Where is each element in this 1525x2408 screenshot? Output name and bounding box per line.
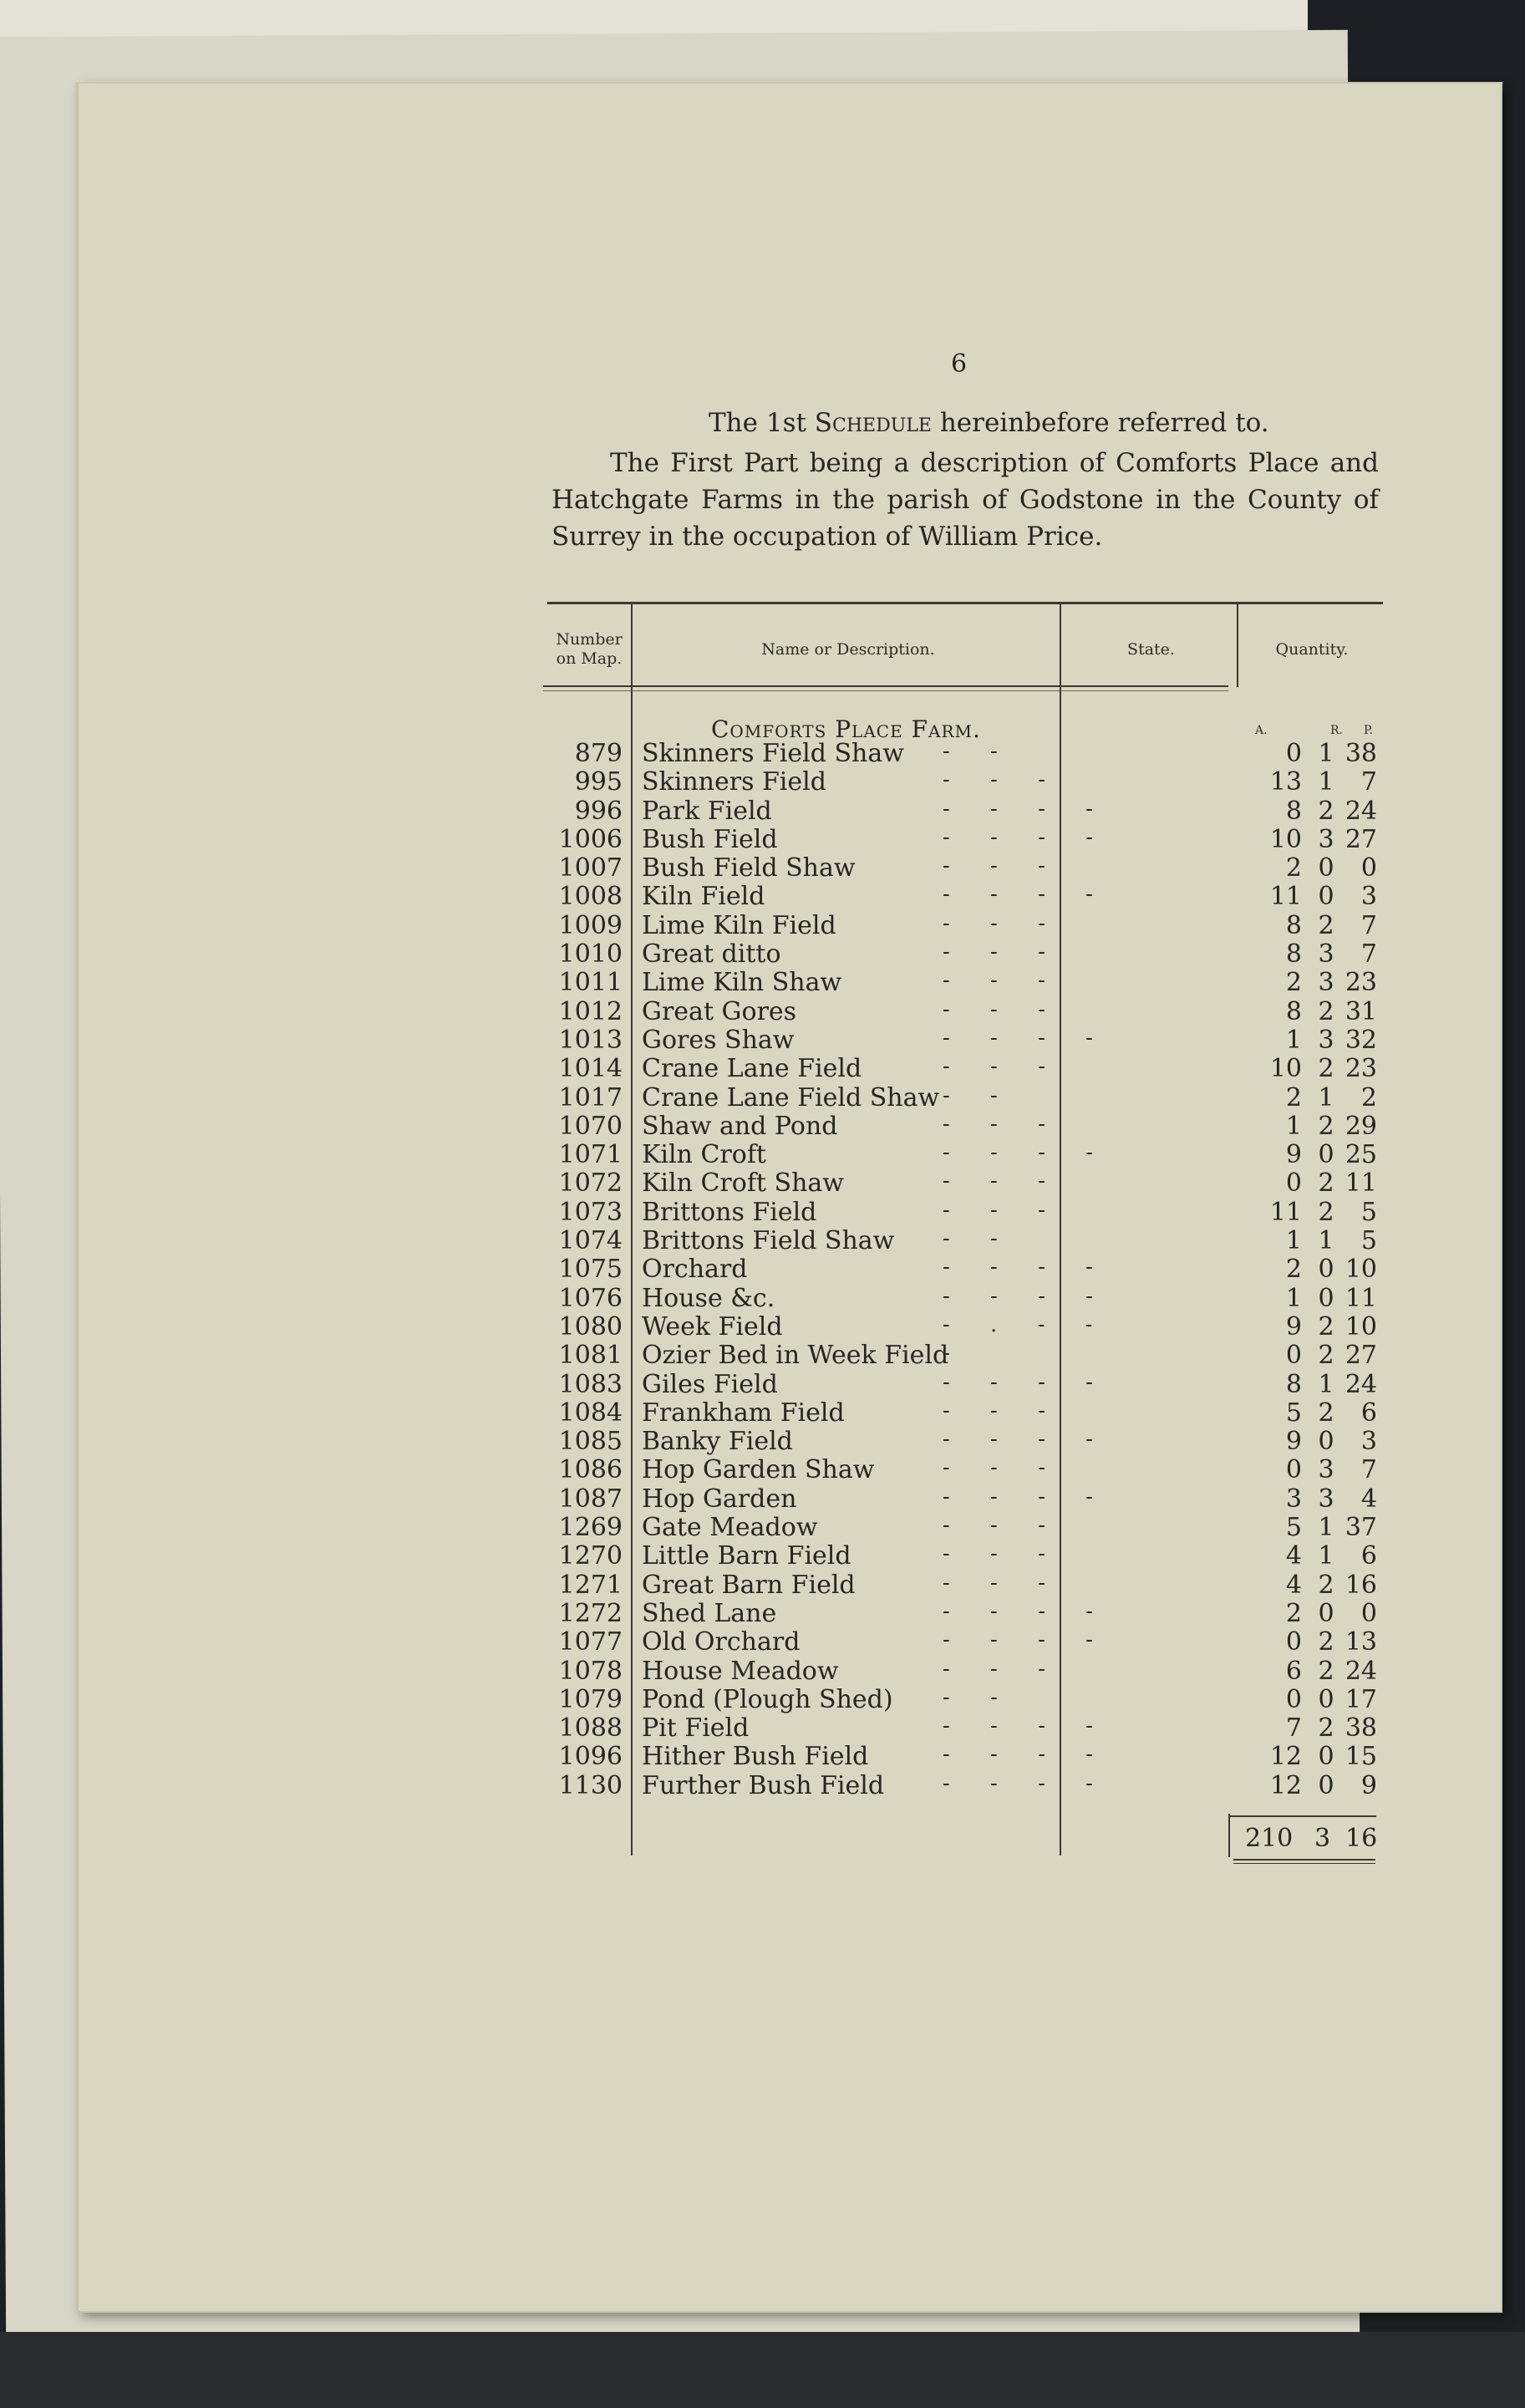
- field-name: Pond (Plough Shed): [642, 1684, 893, 1714]
- roods-value: 2: [1318, 1656, 1334, 1686]
- header-state: State.: [1127, 640, 1175, 659]
- map-number: 996: [574, 796, 623, 826]
- page-number: 6: [951, 349, 968, 379]
- acres-value: 1: [1285, 1283, 1302, 1313]
- roods-value: 3: [1318, 939, 1334, 970]
- map-number: 1010: [558, 939, 623, 970]
- field-name: Skinners Field: [642, 767, 826, 797]
- map-number: 1008: [558, 882, 623, 912]
- table-row: [543, 1026, 1387, 1054]
- acres-value: 0: [1285, 1168, 1302, 1199]
- table-row: [543, 1742, 1387, 1770]
- field-name: Further Bush Field: [642, 1770, 885, 1800]
- total-underline: [1233, 1859, 1375, 1861]
- leader-dashes: - - - -: [943, 1484, 1110, 1509]
- perches-value: 16: [1345, 1570, 1377, 1600]
- field-name: Shaw and Pond: [642, 1111, 838, 1141]
- map-number: 1012: [558, 996, 623, 1026]
- acres-value: 2: [1285, 1598, 1302, 1628]
- table-row: [543, 1112, 1387, 1140]
- map-number: 1081: [558, 1341, 623, 1371]
- roods-value: 2: [1318, 1570, 1334, 1600]
- acres-value: 11: [1269, 1197, 1302, 1227]
- acres-value: 10: [1269, 1054, 1302, 1084]
- leader-dashes: - - - -: [943, 824, 1110, 850]
- header-rule-thin: [543, 690, 1228, 691]
- acres-value: 1: [1285, 1226, 1302, 1256]
- field-name: Lime Kiln Field: [642, 910, 836, 940]
- map-number: 1088: [558, 1713, 623, 1744]
- leader-dashes: - . - -: [943, 1311, 1110, 1337]
- table-row: [543, 1713, 1387, 1742]
- leader-dashes: - - - -: [943, 1140, 1110, 1166]
- header-rule: [543, 685, 1228, 687]
- roods-value: 2: [1318, 1197, 1334, 1227]
- table-row: [543, 853, 1387, 882]
- map-number: 1078: [558, 1656, 623, 1686]
- roods-value: 0: [1318, 1684, 1334, 1714]
- header-number-on-map: Number on Map.: [556, 630, 623, 668]
- field-name: Great ditto: [642, 939, 781, 970]
- table-row: [543, 1255, 1387, 1283]
- roods-value: 1: [1318, 739, 1334, 768]
- leader-dashes: - - - -: [943, 1255, 1110, 1280]
- schedule-table-body: [543, 739, 1387, 1800]
- map-number: 1075: [558, 1255, 623, 1285]
- table-row: [543, 797, 1387, 825]
- acres-value: 12: [1269, 1742, 1302, 1772]
- roods-value: 1: [1318, 767, 1334, 797]
- acres-value: 9: [1285, 1311, 1302, 1341]
- map-number: 1076: [558, 1283, 623, 1313]
- table-row: [543, 1427, 1387, 1455]
- acres-value: 4: [1285, 1541, 1302, 1571]
- field-name: House &c.: [642, 1283, 775, 1313]
- perches-value: 10: [1345, 1255, 1377, 1285]
- perches-value: 11: [1345, 1168, 1377, 1199]
- leader-dashes: - - -: [943, 1054, 1062, 1080]
- leader-dashes: - -: [943, 1684, 1014, 1710]
- unit-perches: P.: [1364, 724, 1374, 737]
- perches-value: 27: [1345, 1341, 1377, 1371]
- background-band: [0, 2332, 1525, 2408]
- total-underline-thin: [1233, 1863, 1375, 1864]
- acres-value: 9: [1285, 1140, 1302, 1170]
- table-row: [543, 1541, 1387, 1570]
- acres-value: 7: [1285, 1713, 1302, 1744]
- map-number: 1017: [558, 1082, 623, 1112]
- roods-value: 2: [1318, 910, 1334, 940]
- leader-dashes: - - -: [943, 853, 1062, 879]
- perches-value: 38: [1345, 739, 1377, 768]
- intro-paragraph: The First Part being a description of Comforts Place and Hatchgate Farms in the parish of Godstone in the County of Surrey in the occupation of William Price.: [552, 448, 1379, 552]
- roods-value: 2: [1318, 1111, 1334, 1141]
- schedule-heading: [709, 408, 1269, 438]
- map-number: 1096: [558, 1742, 623, 1772]
- acres-value: 8: [1285, 996, 1302, 1026]
- field-name: Orchard: [642, 1255, 748, 1285]
- table-row: [543, 1398, 1387, 1427]
- map-number: 1079: [558, 1684, 623, 1714]
- map-number: 1014: [558, 1054, 623, 1084]
- map-number: 1009: [558, 910, 623, 940]
- acres-value: 1: [1285, 1111, 1302, 1141]
- perches-value: 17: [1345, 1684, 1377, 1714]
- header-name-description: Name or Description.: [761, 640, 935, 659]
- field-name: Brittons Field: [642, 1197, 817, 1227]
- field-name: Ozier Bed in Week Field: [642, 1341, 949, 1371]
- table-row: [543, 1685, 1387, 1713]
- roods-value: 2: [1318, 1168, 1334, 1199]
- roods-value: 1: [1318, 1513, 1334, 1543]
- table-row: [543, 1226, 1387, 1255]
- field-name: Kiln Croft Shaw: [642, 1168, 844, 1199]
- map-number: 1080: [558, 1311, 623, 1341]
- acres-value: 2: [1285, 853, 1302, 883]
- leader-dashes: - - -: [943, 1397, 1062, 1423]
- acres-value: 13: [1269, 767, 1302, 797]
- heading-suffix: hereinbefore referred to.: [931, 408, 1269, 438]
- acres-value: 5: [1285, 1397, 1302, 1428]
- table-row: [543, 1513, 1387, 1541]
- leader-dashes: - - - -: [943, 1025, 1110, 1051]
- leader-dashes: - - -: [943, 1513, 1062, 1539]
- field-name: Kiln Field: [642, 882, 765, 912]
- roods-value: 2: [1318, 1054, 1334, 1084]
- unit-acres: A.: [1255, 724, 1268, 737]
- acres-value: 0: [1285, 1341, 1302, 1371]
- perches-value: 11: [1345, 1283, 1377, 1313]
- leader-dashes: - - -: [943, 939, 1062, 965]
- perches-value: 23: [1345, 968, 1377, 998]
- map-number: 1271: [558, 1570, 623, 1600]
- perches-value: 23: [1345, 1054, 1377, 1084]
- map-number: 995: [574, 767, 623, 797]
- header-quantity: Quantity.: [1275, 640, 1349, 659]
- roods-value: 0: [1318, 1140, 1334, 1170]
- field-name: Crane Lane Field Shaw: [642, 1082, 940, 1112]
- acres-value: 4: [1285, 1570, 1302, 1600]
- map-number: 1006: [558, 824, 623, 854]
- perches-value: 0: [1360, 1598, 1377, 1628]
- field-name: Great Barn Field: [642, 1570, 856, 1600]
- perches-value: 5: [1360, 1226, 1377, 1256]
- total-roods: 3: [1314, 1824, 1331, 1853]
- acres-value: 2: [1285, 968, 1302, 998]
- map-number: 1087: [558, 1484, 623, 1514]
- leader-dashes: -: [943, 1341, 967, 1367]
- acres-value: 10: [1269, 824, 1302, 854]
- roods-value: 0: [1318, 1742, 1334, 1772]
- leader-dashes: - - - -: [943, 1598, 1110, 1624]
- field-name: Giles Field: [642, 1369, 778, 1399]
- table-row: [543, 1054, 1387, 1082]
- leader-dashes: - - - -: [943, 1627, 1110, 1653]
- leader-dashes: - - -: [943, 910, 1062, 936]
- acres-value: 5: [1285, 1513, 1302, 1543]
- field-name: Pit Field: [642, 1713, 750, 1744]
- map-number: 1272: [558, 1598, 623, 1628]
- table-row: [543, 1083, 1387, 1112]
- leader-dashes: - - - -: [943, 1369, 1110, 1395]
- field-name: House Meadow: [642, 1656, 839, 1686]
- roods-value: 0: [1318, 1255, 1334, 1285]
- section-title: Comforts Place Farm.: [711, 715, 981, 743]
- acres-value: 8: [1285, 796, 1302, 826]
- acres-value: 2: [1285, 1255, 1302, 1285]
- field-name: Kiln Croft: [642, 1140, 766, 1170]
- leader-dashes: - - -: [943, 1168, 1062, 1194]
- perches-value: 31: [1345, 996, 1377, 1026]
- perches-value: 13: [1345, 1627, 1377, 1657]
- table-row: [543, 767, 1387, 796]
- acres-value: 3: [1285, 1484, 1302, 1514]
- leader-dashes: - - -: [943, 1111, 1062, 1137]
- field-name: Park Field: [642, 796, 772, 826]
- table-row: [543, 1599, 1387, 1627]
- table-row: [543, 882, 1387, 910]
- table-row: [543, 939, 1387, 968]
- table-row: [543, 739, 1387, 767]
- roods-value: 2: [1318, 996, 1334, 1026]
- unit-roods: R.: [1330, 724, 1343, 737]
- field-name: Lime Kiln Shaw: [642, 968, 842, 998]
- map-number: 1270: [558, 1541, 623, 1571]
- field-name: Great Gores: [642, 996, 797, 1026]
- map-number: 1077: [558, 1627, 623, 1657]
- map-number: 1269: [558, 1513, 623, 1543]
- perches-value: 24: [1345, 796, 1377, 826]
- leader-dashes: - - -: [943, 1656, 1062, 1682]
- leader-dashes: - - - -: [943, 1283, 1110, 1309]
- roods-value: 0: [1318, 1598, 1334, 1628]
- map-number: 1007: [558, 853, 623, 883]
- field-name: Skinners Field Shaw: [642, 739, 904, 768]
- roods-value: 0: [1318, 1283, 1334, 1313]
- acres-value: 1: [1285, 1025, 1302, 1055]
- total-perches: 16: [1345, 1824, 1378, 1853]
- roods-value: 1: [1318, 1369, 1334, 1399]
- leader-dashes: - -: [943, 1226, 1014, 1252]
- table-top-rule: [547, 602, 1383, 604]
- field-name: Old Orchard: [642, 1627, 801, 1657]
- map-number: 1073: [558, 1197, 623, 1227]
- table-row: [543, 1657, 1387, 1685]
- table-row: [543, 1312, 1387, 1341]
- table-row: [543, 825, 1387, 853]
- leader-dashes: - - -: [943, 968, 1062, 994]
- map-number: 1071: [558, 1140, 623, 1170]
- perches-value: 3: [1360, 1427, 1377, 1457]
- table-row: [543, 1140, 1387, 1168]
- perches-value: 29: [1345, 1111, 1377, 1141]
- perches-value: 25: [1345, 1140, 1377, 1170]
- perches-value: 6: [1360, 1541, 1377, 1571]
- leader-dashes: - - -: [943, 996, 1062, 1022]
- roods-value: 0: [1318, 853, 1334, 883]
- field-name: Bush Field Shaw: [642, 853, 856, 883]
- table-row: [543, 1627, 1387, 1656]
- roods-value: 2: [1318, 1713, 1334, 1744]
- roods-value: 2: [1318, 1397, 1334, 1428]
- leader-dashes: - - - -: [943, 1742, 1110, 1768]
- acres-value: 0: [1285, 1627, 1302, 1657]
- perches-value: 32: [1345, 1025, 1377, 1055]
- column-divider: [1228, 1814, 1230, 1857]
- roods-value: 2: [1318, 1311, 1334, 1341]
- roods-value: 2: [1318, 1341, 1334, 1371]
- map-number: 1084: [558, 1397, 623, 1428]
- acres-value: 9: [1285, 1427, 1302, 1457]
- roods-value: 3: [1318, 1484, 1334, 1514]
- map-number: 1070: [558, 1111, 623, 1141]
- roods-value: 3: [1318, 968, 1334, 998]
- leader-dashes: - - - -: [943, 1713, 1110, 1739]
- leader-dashes: - - - -: [943, 1427, 1110, 1453]
- table-row: [543, 911, 1387, 939]
- table-row: [543, 997, 1387, 1026]
- field-name: Banky Field: [642, 1427, 793, 1457]
- perches-value: 38: [1345, 1713, 1377, 1744]
- roods-value: 1: [1318, 1082, 1334, 1112]
- map-number: 879: [574, 739, 623, 768]
- roods-value: 0: [1318, 882, 1334, 912]
- roods-value: 3: [1318, 1455, 1334, 1485]
- field-name: Brittons Field Shaw: [642, 1226, 895, 1256]
- map-number: 1011: [558, 968, 623, 998]
- acres-value: 8: [1285, 1369, 1302, 1399]
- map-number: 1072: [558, 1168, 623, 1199]
- total-acres: 210: [1245, 1824, 1294, 1853]
- field-name: Shed Lane: [642, 1598, 777, 1628]
- perches-value: 7: [1360, 1455, 1377, 1485]
- field-name: Hither Bush Field: [642, 1742, 869, 1772]
- table-row: [543, 1341, 1387, 1369]
- map-number: 1086: [558, 1455, 623, 1485]
- roods-value: 3: [1318, 1025, 1334, 1055]
- acres-value: 11: [1269, 882, 1302, 912]
- perches-value: 24: [1345, 1369, 1377, 1399]
- table-row: [543, 968, 1387, 996]
- field-name: Frankham Field: [642, 1397, 845, 1428]
- perches-value: 4: [1360, 1484, 1377, 1514]
- map-number: 1085: [558, 1427, 623, 1457]
- table-row: [543, 1484, 1387, 1513]
- column-divider: [1237, 603, 1238, 687]
- perches-value: 7: [1360, 910, 1377, 940]
- sum-rule: [1230, 1815, 1376, 1817]
- table-row: [543, 1370, 1387, 1398]
- leader-dashes: - -: [943, 739, 1014, 764]
- field-name: Hop Garden Shaw: [642, 1455, 875, 1485]
- map-number: 1130: [558, 1770, 623, 1800]
- table-row: [543, 1571, 1387, 1599]
- field-name: Gores Shaw: [642, 1025, 795, 1055]
- heading-prefix: The 1st: [709, 408, 815, 438]
- leader-dashes: - - -: [943, 1570, 1062, 1596]
- field-name: Bush Field: [642, 824, 778, 854]
- map-number: 1083: [558, 1369, 623, 1399]
- table-row: [543, 1198, 1387, 1226]
- perches-value: 0: [1360, 853, 1377, 883]
- leader-dashes: - - - -: [943, 796, 1110, 822]
- roods-value: 0: [1318, 1770, 1334, 1800]
- acres-value: 8: [1285, 910, 1302, 940]
- perches-value: 5: [1360, 1197, 1377, 1227]
- acres-value: 2: [1285, 1082, 1302, 1112]
- perches-value: 9: [1360, 1770, 1377, 1800]
- table-row: [543, 1168, 1387, 1197]
- perches-value: 24: [1345, 1656, 1377, 1686]
- leader-dashes: - - -: [943, 767, 1062, 793]
- roods-value: 0: [1318, 1427, 1334, 1457]
- roods-value: 2: [1318, 796, 1334, 826]
- perches-value: 7: [1360, 767, 1377, 797]
- table-row: [543, 1771, 1387, 1800]
- field-name: Gate Meadow: [642, 1513, 818, 1543]
- perches-value: 27: [1345, 824, 1377, 854]
- field-name: Little Barn Field: [642, 1541, 851, 1571]
- leader-dashes: - - -: [943, 1455, 1062, 1481]
- table-row: [543, 1455, 1387, 1484]
- roods-value: 2: [1318, 1627, 1334, 1657]
- perches-value: 15: [1345, 1742, 1377, 1772]
- map-number: 1074: [558, 1226, 623, 1256]
- heading-schedule-word: Schedule: [814, 408, 932, 438]
- leader-dashes: - - -: [943, 1197, 1062, 1223]
- leader-dashes: - -: [943, 1082, 1014, 1108]
- field-name: Week Field: [642, 1311, 783, 1341]
- leader-dashes: - - - -: [943, 882, 1110, 908]
- perches-value: 37: [1345, 1513, 1377, 1543]
- perches-value: 3: [1360, 882, 1377, 912]
- acres-value: 0: [1285, 1684, 1302, 1714]
- field-name: Hop Garden: [642, 1484, 797, 1514]
- roods-value: 3: [1318, 824, 1334, 854]
- acres-value: 0: [1285, 739, 1302, 768]
- map-number: 1013: [558, 1025, 623, 1055]
- roods-value: 1: [1318, 1226, 1334, 1256]
- leader-dashes: - - -: [943, 1541, 1062, 1567]
- perches-value: 7: [1360, 939, 1377, 970]
- acres-value: 6: [1285, 1656, 1302, 1686]
- acres-value: 0: [1285, 1455, 1302, 1485]
- acres-value: 8: [1285, 939, 1302, 970]
- acres-value: 12: [1269, 1770, 1302, 1800]
- perches-value: 10: [1345, 1311, 1377, 1341]
- perches-value: 6: [1360, 1397, 1377, 1428]
- field-name: Crane Lane Field: [642, 1054, 862, 1084]
- roods-value: 1: [1318, 1541, 1334, 1571]
- perches-value: 2: [1360, 1082, 1377, 1112]
- leader-dashes: - - - -: [943, 1770, 1110, 1796]
- table-row: [543, 1284, 1387, 1312]
